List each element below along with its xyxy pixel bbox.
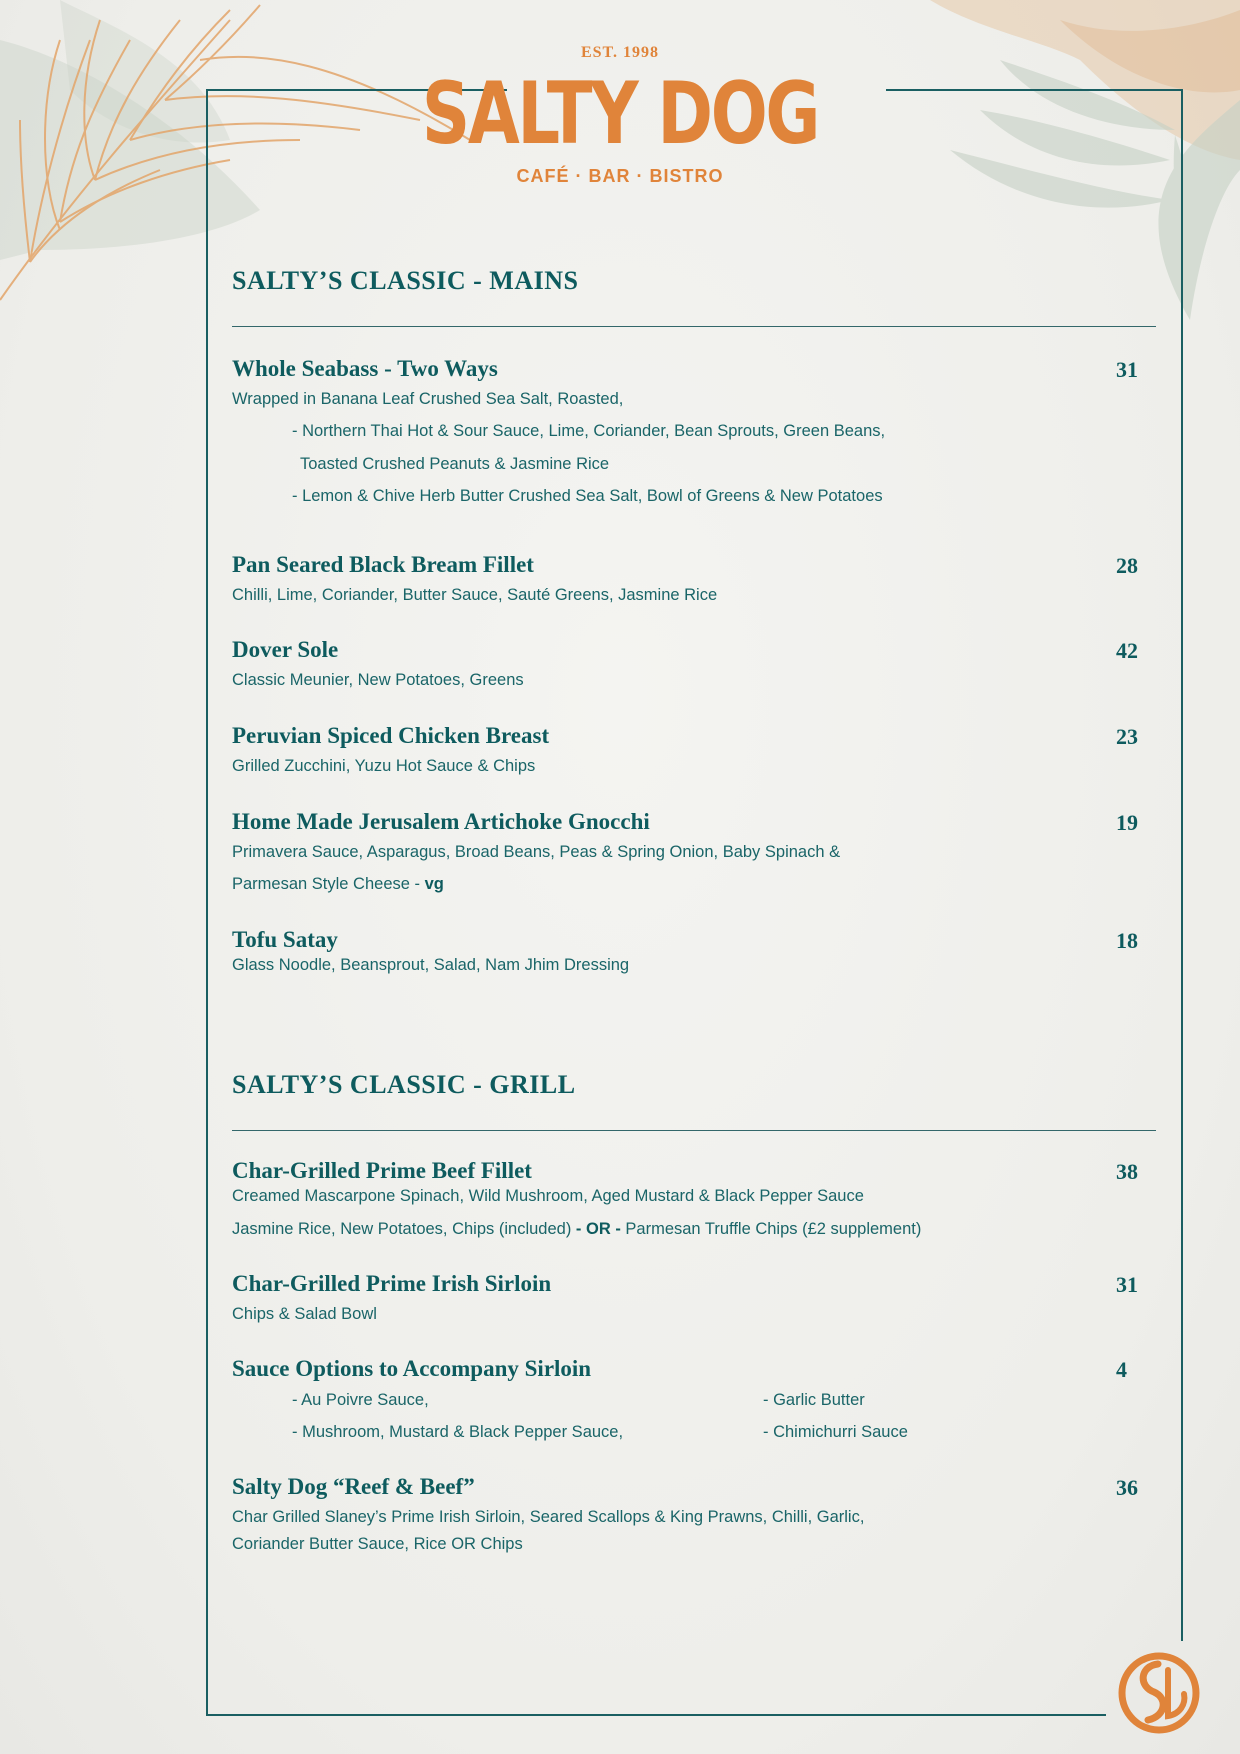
menu-item-name: Pan Seared Black Bream Fillet <box>232 552 534 577</box>
menu-item-price: 4 <box>1116 1357 1127 1382</box>
menu-item-description: Creamed Mascarpone Spinach, Wild Mushroom, Aged Mustard & Black Pepper Sauce <box>232 1187 864 1205</box>
menu-item-description <box>232 1220 921 1239</box>
frame-right <box>1181 89 1183 1641</box>
brand-logo: SALTY DOG <box>421 64 819 164</box>
menu-item-price: 42 <box>1116 638 1138 663</box>
or-separator: - OR - <box>575 1220 621 1238</box>
menu-item-price: 38 <box>1116 1159 1138 1184</box>
menu-item-description-text: Parmesan Truffle Chips (£2 supplement) <box>620 1220 922 1238</box>
frame-bottom <box>206 1714 1106 1716</box>
menu-item-price: 28 <box>1116 553 1138 578</box>
brand-established: EST. 1998 <box>580 44 660 61</box>
menu-item-description-text: Jasmine Rice, New Potatoes, Chips (included) <box>232 1220 576 1238</box>
menu-item-description-text: Parmesan Style Cheese - <box>232 875 425 893</box>
menu-item-description: Glass Noodle, Beansprout, Salad, Nam Jhim Dressing <box>232 956 630 974</box>
menu-item-name: Salty Dog “Reef & Beef” <box>232 1474 475 1499</box>
menu-item-description: Chips & Salad Bowl <box>232 1305 377 1323</box>
menu-item-description: Chilli, Lime, Coriander, Butter Sauce, Sauté Greens, Jasmine Rice <box>232 586 718 604</box>
menu-item-description: Grilled Zucchini, Yuzu Hot Sauce & Chips <box>232 757 536 775</box>
menu-item-description: Classic Meunier, New Potatoes, Greens <box>232 671 524 689</box>
menu-item-description: Primavera Sauce, Asparagus, Broad Beans, Peas & Spring Onion, Baby Spinach & <box>232 843 841 861</box>
menu-item-description: Char Grilled Slaney’s Prime Irish Sirloin, Seared Scallops & King Prawns, Chilli, Garlic, <box>232 1508 865 1526</box>
menu-item-description: - Lemon & Chive Herb Butter Crushed Sea Salt, Bowl of Greens & New Potatoes <box>292 487 883 505</box>
frame-left <box>206 89 208 1716</box>
section-divider <box>232 326 1156 327</box>
vegan-tag: vg <box>424 875 444 893</box>
sauce-option: - Au Poivre Sauce, <box>292 1391 429 1409</box>
sauce-option: - Mushroom, Mustard & Black Pepper Sauce, <box>292 1423 624 1441</box>
menu-item-name: Home Made Jerusalem Artichoke Gnocchi <box>232 809 650 834</box>
menu-item-name: Char-Grilled Prime Beef Fillet <box>232 1158 532 1183</box>
menu-item-name: Char-Grilled Prime Irish Sirloin <box>232 1271 552 1296</box>
menu-item-name: Dover Sole <box>232 637 339 662</box>
menu-item-description: Wrapped in Banana Leaf Crushed Sea Salt, Roasted, <box>232 390 624 408</box>
menu-item-price: 31 <box>1116 357 1138 382</box>
sd-monogram-icon <box>1118 1650 1200 1736</box>
menu-item-price: 18 <box>1116 928 1138 953</box>
sauce-option: - Chimichurri Sauce <box>763 1423 908 1441</box>
menu-item-price: 23 <box>1116 724 1138 749</box>
menu-item-description: Coriander Butter Sauce, Rice OR Chips <box>232 1535 523 1553</box>
brand-tagline: CAFÉ · BAR · BISTRO <box>516 166 724 186</box>
menu-item-name: Whole Seabass - Two Ways <box>232 356 498 381</box>
menu-item-description: Toasted Crushed Peanuts & Jasmine Rice <box>300 455 610 473</box>
menu-item-description <box>232 875 444 894</box>
menu-item-description: - Northern Thai Hot & Sour Sauce, Lime, Coriander, Bean Sprouts, Green Beans, <box>292 422 886 440</box>
menu-item-name: Peruvian Spiced Chicken Breast <box>232 723 550 748</box>
section-title-grill: SALTY’S CLASSIC - GRILL <box>232 1070 576 1099</box>
menu-item-price: 36 <box>1116 1475 1138 1500</box>
sauce-option: - Garlic Butter <box>763 1391 865 1409</box>
section-title-mains: SALTY’S CLASSIC - MAINS <box>232 266 579 295</box>
menu-item-price: 19 <box>1116 810 1138 835</box>
menu-item-name: Sauce Options to Accompany Sirloin <box>232 1356 592 1381</box>
menu-item-name: Tofu Satay <box>232 927 338 952</box>
section-divider <box>232 1130 1156 1131</box>
menu-item-price: 31 <box>1116 1272 1138 1297</box>
